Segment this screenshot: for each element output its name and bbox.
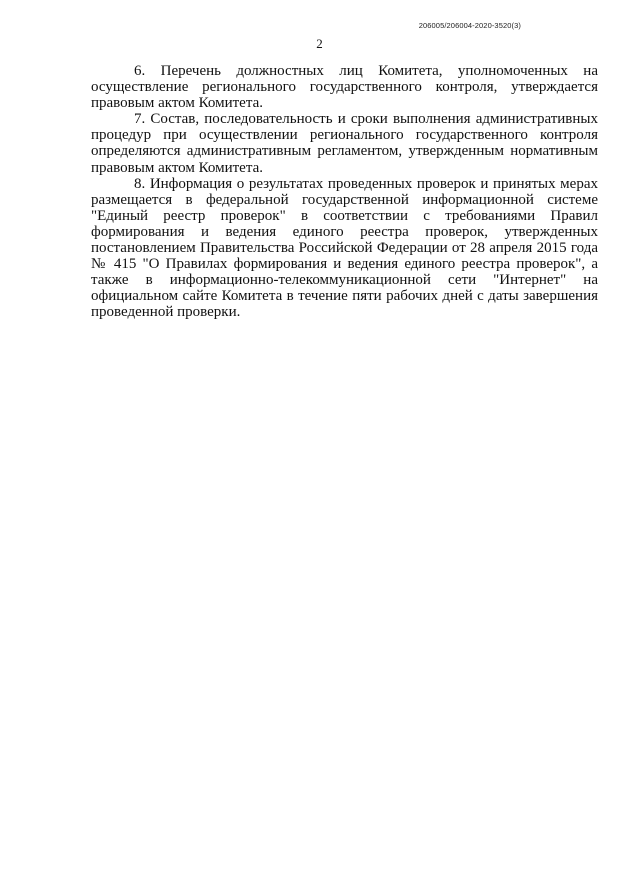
document-body	[91, 63, 598, 321]
page-number: 2	[316, 36, 323, 51]
document-id: 206005/206004-2020-3520(3)	[418, 21, 521, 30]
paragraph-6: 6. Перечень должностных лиц Комитета, уполномоченных на осуществление регионального государственного контроля, утверждается правовым актом Комитета.	[91, 63, 598, 112]
paragraph-8: 8. Информация о результатах проведенных проверок и принятых мерах размещается в федеральной государственной информационной системе "Единый реестр проверок" в соответствии с требованиями Правил формирования и ведения единого реестра проверок, утвержденных постановлением Правительства Российской Федерации от 28 апреля 2015 года № 415 "О Правилах формирования и ведения единого реестра проверок", а также в информационно-телекоммуникационной сети "Интернет" на официальном сайте Комитета в течение пяти рабочих дней с даты завершения проведенной проверки.	[91, 175, 598, 321]
paragraph-7: 7. Состав, последовательность и сроки выполнения административных процедур при осуществлении регионального государственного контроля определяются административным регламентом, утвержденным нормативным правовым актом Комитета.	[91, 111, 598, 176]
